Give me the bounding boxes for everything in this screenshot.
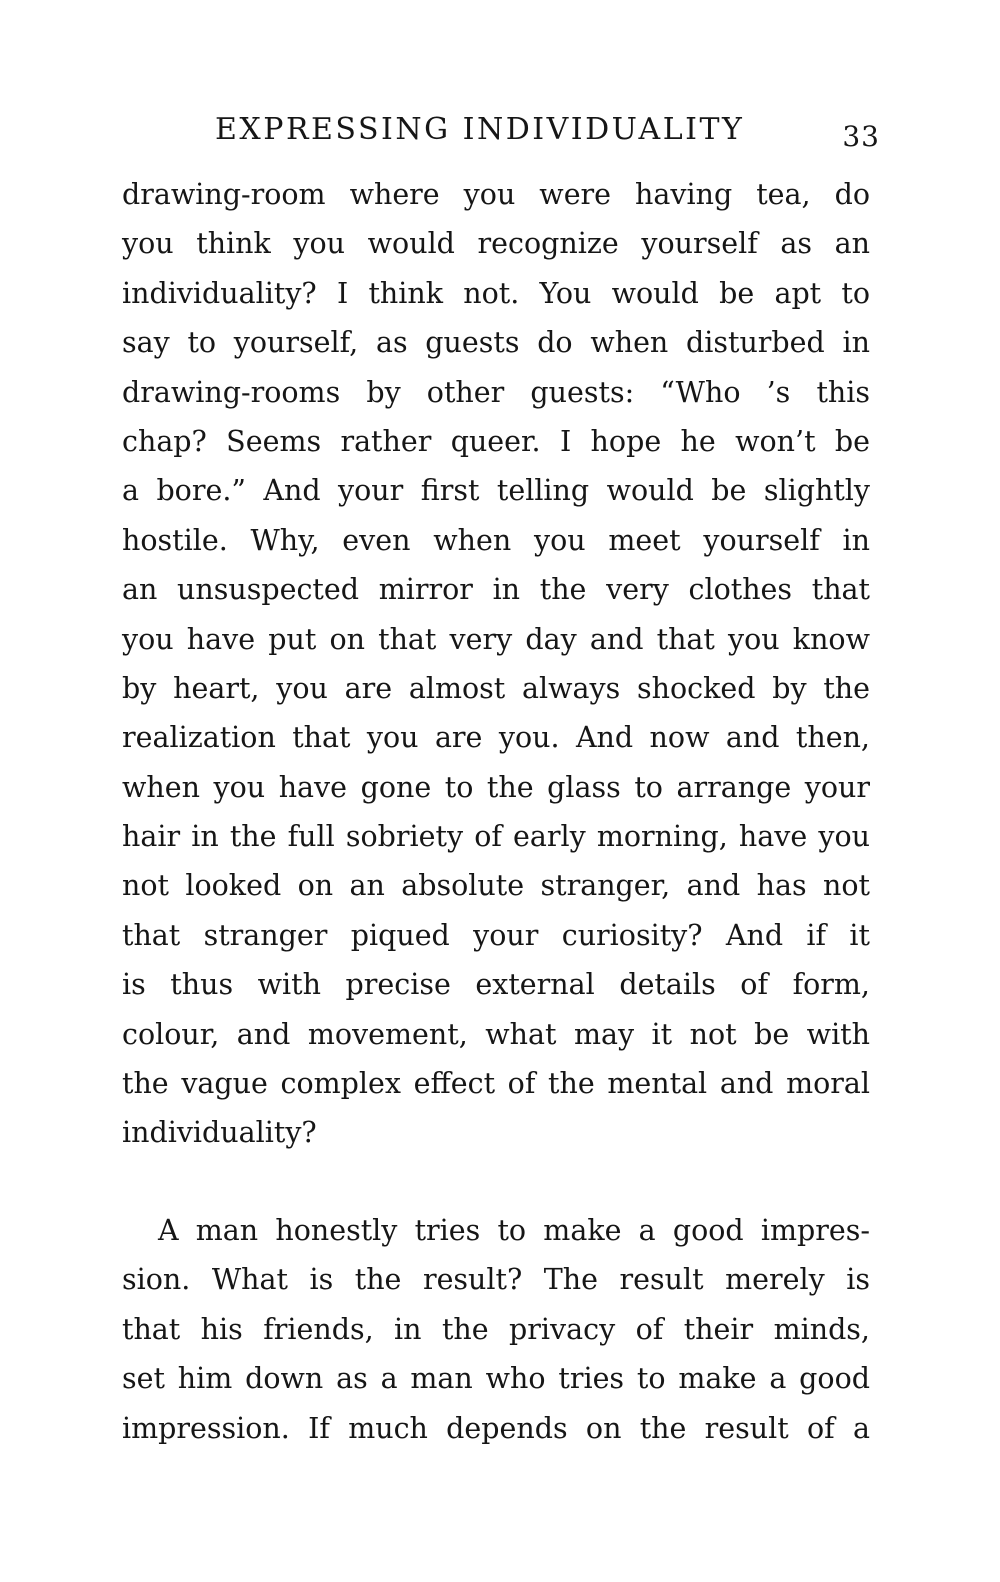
paragraph-2	[122, 1206, 870, 1453]
text-line: sion. What is the result? The result merely is	[122, 1263, 870, 1297]
text-line: that his friends, in the privacy of their minds,	[122, 1312, 870, 1346]
text-line: A man honestly tries to make a good impres-	[158, 1214, 870, 1247]
text-line: say to yourself, as guests do when disturbed in	[122, 326, 870, 360]
text-line: chap? Seems rather queer. I hope he won’t be	[122, 424, 870, 458]
text-line: colour, and movement, what may it not be with	[122, 1017, 870, 1051]
text-line: that stranger piqued your curiosity? And if it	[122, 918, 870, 952]
text-line: drawing-rooms by other guests: “Who ’s this	[122, 375, 870, 409]
text-line: by heart, you are almost always shocked by the	[122, 671, 870, 705]
text-line: a bore.” And your first telling would be slightly	[122, 474, 870, 508]
text-line: is thus with precise external details of form,	[122, 968, 870, 1002]
text-line: you think you would recognize yourself as an	[122, 227, 870, 261]
text-line: not looked on an absolute stranger, and has not	[122, 869, 870, 903]
text-line: individuality? I think not. You would be apt to	[122, 276, 870, 310]
text-line: an unsuspected mirror in the very clothes that	[122, 573, 870, 607]
text-line: individuality?	[122, 1116, 317, 1150]
text-line: you have put on that very day and that you know	[122, 622, 870, 656]
paragraph-1	[122, 170, 870, 1158]
text-line: hostile. Why, even when you meet yourself in	[122, 523, 870, 557]
text-line: set him down as a man who tries to make a good	[122, 1362, 870, 1396]
text-line: impression. If much depends on the result of a	[122, 1411, 870, 1445]
text-line: drawing-room where you were having tea, do	[122, 178, 870, 211]
running-head	[120, 112, 880, 156]
text-line: when you have gone to the glass to arrange your	[122, 770, 870, 804]
text-line: the vague complex effect of the mental and moral	[122, 1067, 870, 1101]
text-line: realization that you are you. And now and then,	[122, 721, 870, 755]
running-title: EXPRESSING INDIVIDUALITY	[215, 112, 745, 147]
text-line: hair in the full sobriety of early morning, have you	[122, 820, 870, 854]
page-number: 33	[842, 120, 880, 153]
